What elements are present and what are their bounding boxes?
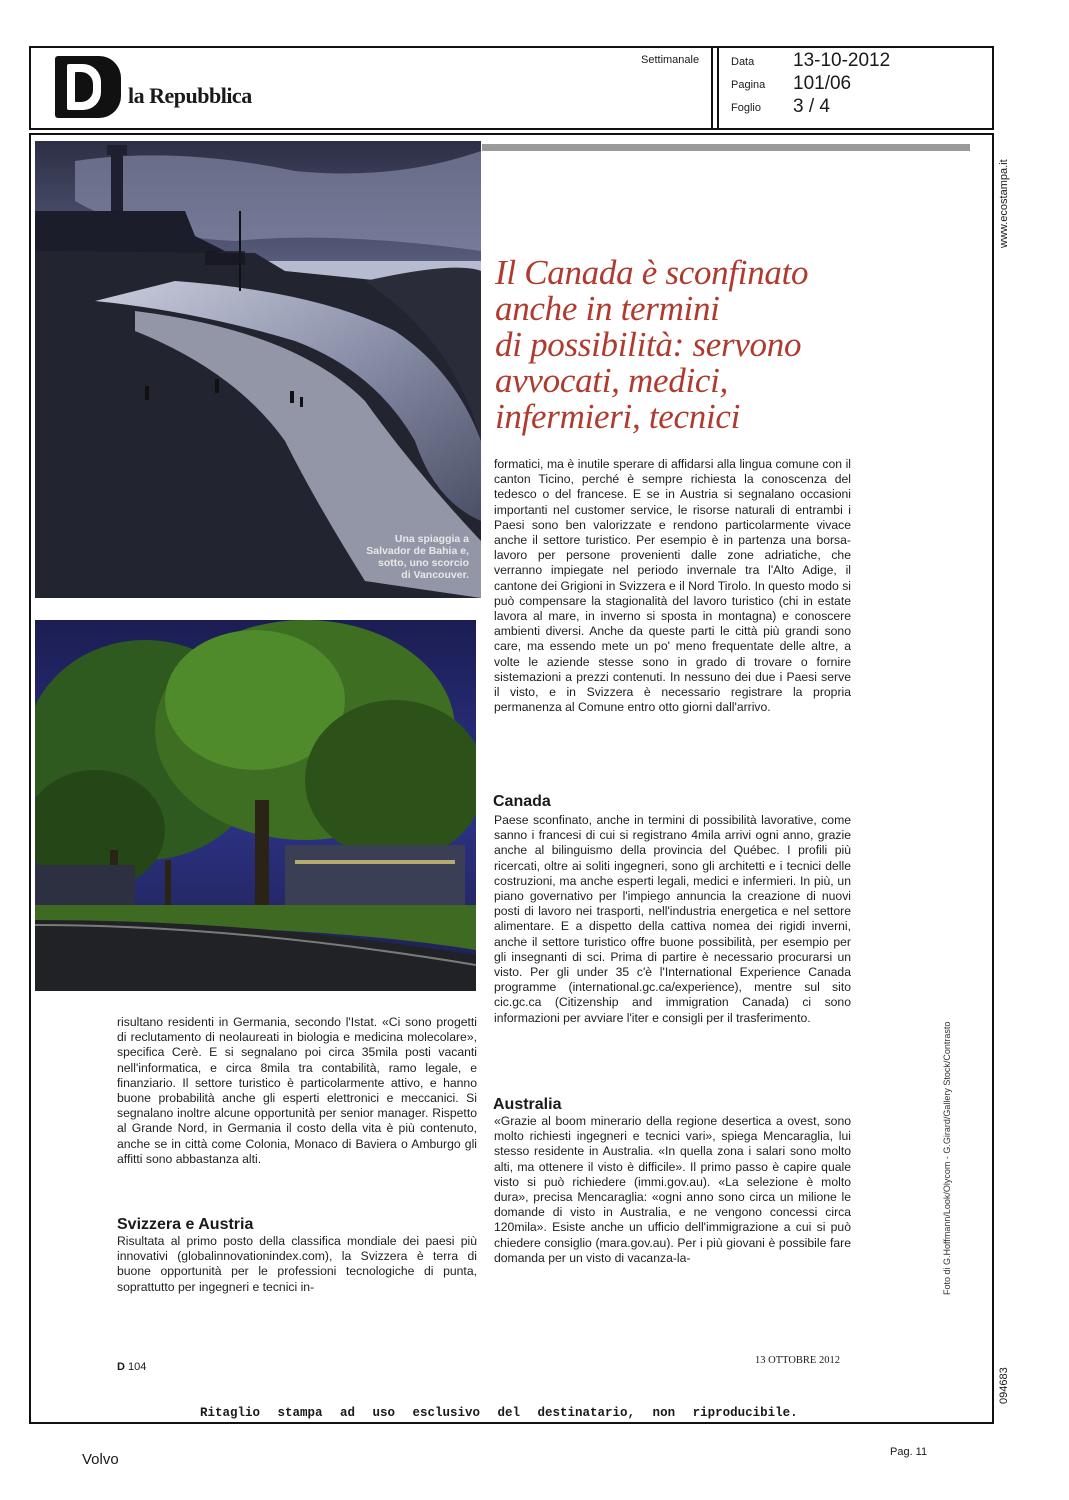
- photo-credit: Foto di G.Hoffmann/Look/Olycom - G.Girard/Gallery Stock/Contrasto: [942, 1021, 952, 1295]
- page-footer-label: Pag. 11: [890, 1446, 928, 1458]
- client-name: Volvo: [82, 1451, 119, 1468]
- issue-date: 13 OTTOBRE 2012: [755, 1355, 840, 1366]
- frequency-label: Settimanale: [641, 54, 700, 66]
- page-number: D 104: [117, 1361, 147, 1373]
- foglio-label: Foglio: [731, 102, 761, 114]
- masthead-header: [29, 46, 994, 130]
- clipping-notice: Ritaglio stampa ad uso esclusivo del destinatario, non riproducibile.: [200, 1406, 798, 1420]
- decorative-strip: [482, 144, 970, 151]
- website-url: www.ecostampa.it: [998, 159, 1010, 248]
- vancouver-photo: [35, 620, 476, 991]
- pagina-value: 101/06: [793, 73, 852, 94]
- section-heading-australia: Australia: [493, 1096, 562, 1113]
- article-headline: Il Canada è sconfinato anche in termini di possibilità: servono avvocati, medici, infermieri, tecnici: [495, 253, 809, 436]
- pagina-label: Pagina: [731, 79, 766, 91]
- article-body-canada: Paese sconfinato, anche in termini di possibilità lavorative, come sanno i francesi di cui si registrano 4mila arrivi ogni anno, grazie anche al bilinguismo della provincia del Québec. I profili più ricercati, oltre ai soliti ingegneri, sono gli architetti e i tecnici delle costruzioni, ma anche esperti legali, medici e infermieri. In più, un piano governativo per l'impiego annuncia la creazione di nuovi posti di lavoro nei trasporti, nell'industria energetica e nel settore alimentare. E a dispetto della cattiva nomea dei rigidi inverni, anche il settore turistico offre buone possibilità, per esempio per gli insegnanti di sci. Prima di partire è necessario procurarsi un visto. Per gli under 35 c'è l'International Experience Canada programme (international.gc.ca/experience), mentre sul sito cic.gc.ca (Citizenship and immigration Canada) ci sono informazioni per avviare l'iter e consigli per il trasferimento.: [494, 813, 851, 1025]
- clipping-code: 094683: [998, 1367, 1010, 1404]
- data-value: 13-10-2012: [793, 50, 891, 71]
- header-divider: [717, 48, 719, 128]
- article-body-left: risultano residenti in Germania, secondo l'Istat. «Ci sono progetti di reclutamento di neolaureati in biologia e medicina molecolare», specifica Cerè. E si segnalano poi circa 35mila posti vacanti nell'informatica, e circa 8mila tra contabilità, ramo legale, e finanziario. Il settore turistico è particolarmente attivo, e hanno buone probabilità anche gli esperti elettronici e meccanici. Si segnalano inoltre alcune opportunità per senior manager. Rispetto al Grande Nord, in Germania il costo della vita è più contenuto, anche se in città come Colonia, Monaco di Baviera o Amburgo gli affitti sono abbastanza alti.: [117, 1015, 477, 1166]
- foglio-value: 3 / 4: [793, 96, 830, 117]
- section-heading-canada: Canada: [493, 793, 551, 810]
- article-body-australia: «Grazie al boom minerario della regione desertica a ovest, sono molto richiesti ingegneri e tecnici vari», spiega Mencaraglia, lui stesso residente in Australia. «In quella zona i salari sono molto alti, ma ottenere il visto è difficile». Il primo passo è capire quale visto si può richiedere (immi.gov.au). «La selezione è molto dura», precisa Mencaraglia: «ogni anno sono circa un milione le domande di visto in Australia, e ne vengono concessi circa 120mila». Esiste anche un ufficio dell'immigrazione a cui si può chiedere consiglio (mara.gov.au). Per i più giovani è possibile fare domanda per un visto di vacanza-la-: [494, 1114, 851, 1265]
- header-divider: [711, 48, 713, 128]
- section-heading-svizzera: Svizzera e Austria: [117, 1216, 254, 1233]
- d-magazine-logo: [55, 56, 121, 118]
- data-label: Data: [731, 56, 755, 68]
- article-body-svizzera: Risultata al primo posto della classifica mondiale dei paesi più innovativi (globalinnovationindex.com), la Svizzera è terra di buone opportunità per le professioni tecnologiche di punta, soprattutto per ingegneri e tecnici in-: [117, 1234, 477, 1294]
- beach-photo: [35, 141, 481, 598]
- article-body-right-top: formatici, ma è inutile sperare di affidarsi alla lingua comune con il canton Ticino, perché è sempre richiesta la conoscenza del tedesco o del francese. E se in Austria si segnalano occasioni importanti nel customer service, le risorse naturali di entrambi i Paesi sono ben valorizzate e rendono particolarmente vivace anche il settore turistico. Per esempio è in partenza una borsa-lavoro per persone provenienti dalle zone adriatiche, che verranno impiegate nel periodo invernale tra l'Alto Adige, il cantone dei Grigioni in Svizzera e il Nord Tirolo. In questo modo si può compensare la stagionalità del lavoro turistico (chi in estate lavora al mare, in inverno si sposta in montagna) e conoscere ambienti diversi. Anche da queste parti le città più grandi sono care, ma essendo mete un po' meno frequentate delle altre, a volte le aziende stesse sono in grado di trovare o fornire sistemazioni a prezzi contenuti. In nessuno dei due i Paesi serve il visto, e in Svizzera è necessario registrare la propria permanenza al Comune entro otto giorni dall'arrivo.: [494, 457, 851, 715]
- photo-caption: Una spiaggia a Salvador de Bahia e, sotto, uno scorcio di Vancouver.: [366, 533, 469, 581]
- publication-name: la Repubblica: [128, 83, 252, 108]
